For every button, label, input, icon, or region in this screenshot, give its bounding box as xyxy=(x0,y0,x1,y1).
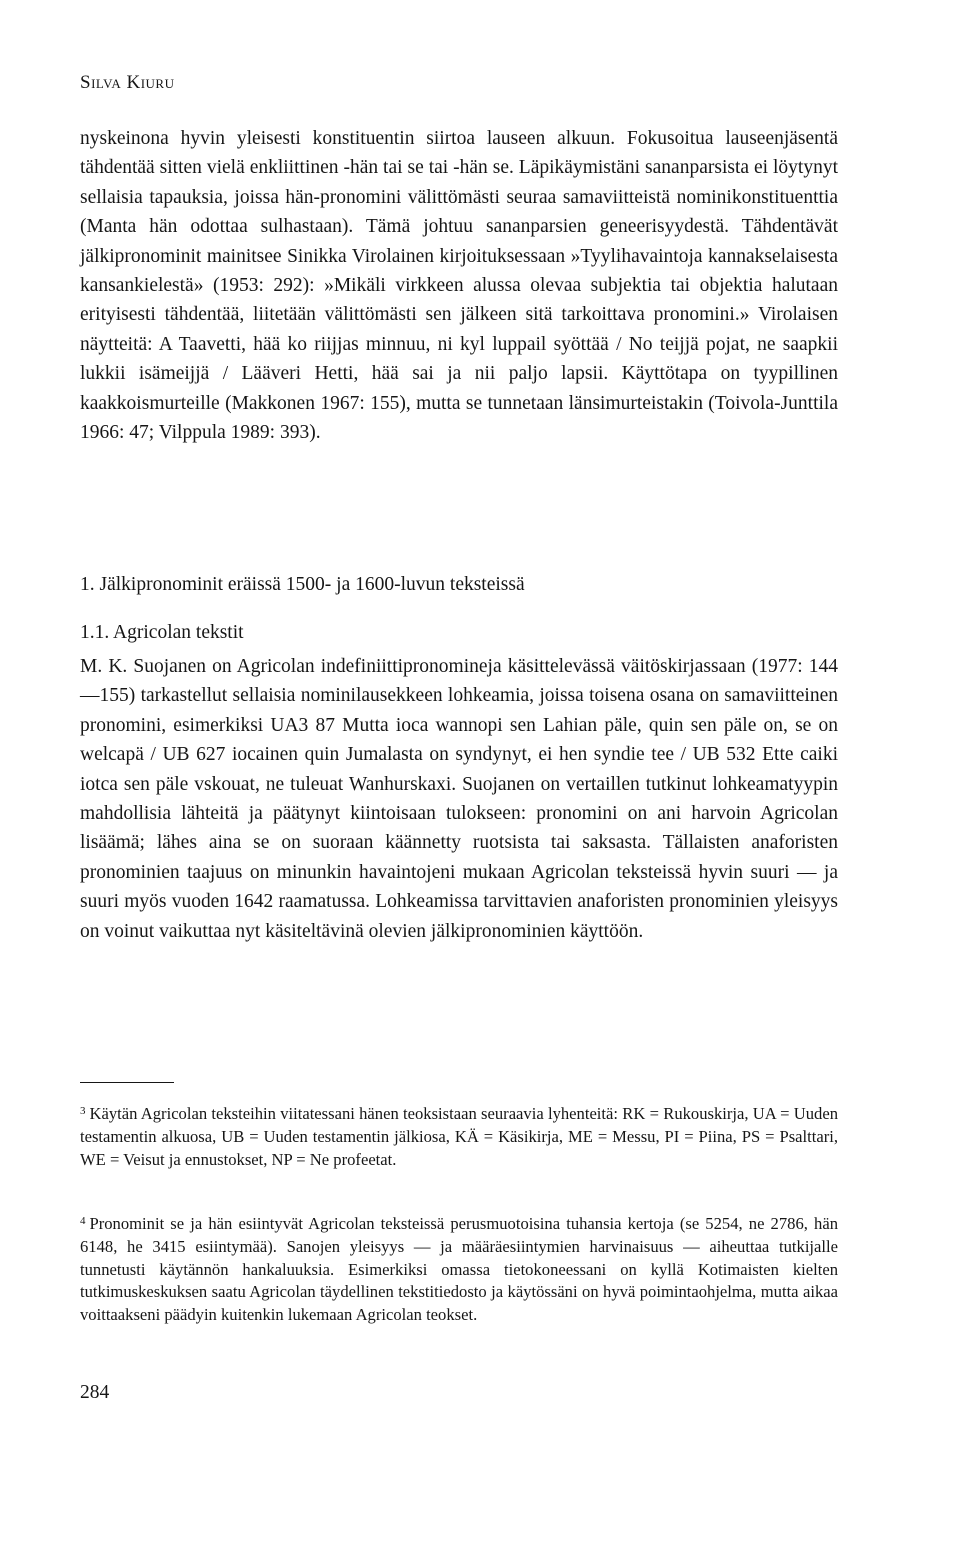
running-header: Silva Kiuru xyxy=(80,72,175,93)
footnote-separator xyxy=(80,1082,174,1083)
footnote-4 xyxy=(80,1210,838,1327)
subsection-heading: 1.1. Agricolan tekstit xyxy=(80,622,244,643)
footnote-text: Pronominit se ja hän esiintyvät Agricolan teksteissä perusmuotoisina tuhansia kertoja (se 5254, ne 2786, hän 6148, he 3415 esiintymää). Sanojen yleisyys — ja määräesiintymien harvinaisuus — aiheuttaa tutkijalle tunnetusti käytännön hankaluuksia. Esimerkiksi omassa tietokoneessani on kyllä Kotimaisten kielten tutkimuskeskuksen saatu Agricolan täydellinen tekstitiedosto ja käytössäni on hyvä poimintaohjelma, mutta aikaa voittaakseni päädyin kuitenkin lukemaan Agricolan teokset. xyxy=(80,1214,838,1325)
footnote-text: Käytän Agricolan teksteihin viitatessani hänen teoksistaan seuraavia lyhenteitä: RK = Rukouskirja, UA = Uuden testamentin alkuosa, UB = Uuden testamentin jälkiosa, KÄ = Käsikirja, ME = Messu, PI = Piina, PS = Psalttari, WE = Veisut ja ennustokset, NP = Ne profeetat. xyxy=(80,1104,838,1169)
body-paragraph-2: M. K. Suojanen on Agricolan indefiniittipronomineja käsittelevässä väitöskirjassaan (1977: 144—155) tarkastellut sellaisia nominilausekkeen lohkeamia, joissa toisena osana on samaviitteinen pronomini, esimerkiksi UA3 87 Mutta ioca wannopi sen Lahian päle, quin sen päle on, se on welcapä / UB 627 iocainen quin Jumalasta on syndynyt, ei hen syndie tee / UB 532 Ette caiki iotca sen päle vskouat, ne tuleuat Wanhurskaxi. Suojanen on vertaillen tutkinut lohkeamatyypin mahdollisia lähteitä ja päätynyt kiintoisaan tulokseen: pronomini on ani harvoin Agricolan lisäämä; lähes aina se on suoraan käännetty ruotsista tai saksasta. Tällaisten anaforisten pronominien taajuus on minunkin havaintojeni mukaan Agricolan teksteissä hyvin suuri — ja suuri myös vuoden 1642 raamatussa. Lohkeamissa tarvittavien anaforisten pronominien yleisyys on voinut vaikuttaa nyt käsiteltävinä olevien jälkipronominien käyttöön. xyxy=(80,656,838,942)
footnote-marker: 4 xyxy=(80,1215,86,1227)
page-number: 284 xyxy=(80,1382,110,1403)
section-heading: 1. Jälkipronominit eräissä 1500- ja 1600-luvun teksteissä xyxy=(80,574,525,595)
footnote-marker: 3 xyxy=(80,1105,86,1117)
footnote-3 xyxy=(80,1100,838,1171)
body-paragraph-1: nyskeinona hyvin yleisesti konstituentin siirtoa lauseen alkuun. Fokusoitua lauseenjäsentä tähdentää sitten vielä enkliittinen -hän tai se tai -hän se. Läpikäymistäni sananparsista ei löytynyt sellaisia tapauksia, joissa hän-pronomini välittömästi seuraa samaviitteistä nominikonstituenttia (Manta hän odottaa sulhastaan). Tämä johtuu sananparsien geneerisyydestä. Tähdentävät jälkipronominit mainitsee Sinikka Virolainen kirjoituksessaan »Tyylihavaintoja kannakselaisesta kansankielestä» (1953: 292): »Mikäli virkkeen alussa olevaa subjektia tai objektia halutaan erityisesti tähdentää, liitetään välittömästi sen jälkeen sitä tarkoittava pronomini.» Virolaisen näytteitä: A Taavetti, hää ko riijjas minnuu, ni kyl luppail syöttää / No teijjä pojat, ne saapkii lukkii isämeijjä / Lääveri Hetti, hää sai ja nii paljo lapsii. Käyttötapa on tyypillinen kaakkoismurteille (Makkonen 1967: 155), mutta se tunnetaan länsimurteistakin (Toivola-Junttila 1966: 47; Vilppula 1989: 393). xyxy=(80,128,838,444)
